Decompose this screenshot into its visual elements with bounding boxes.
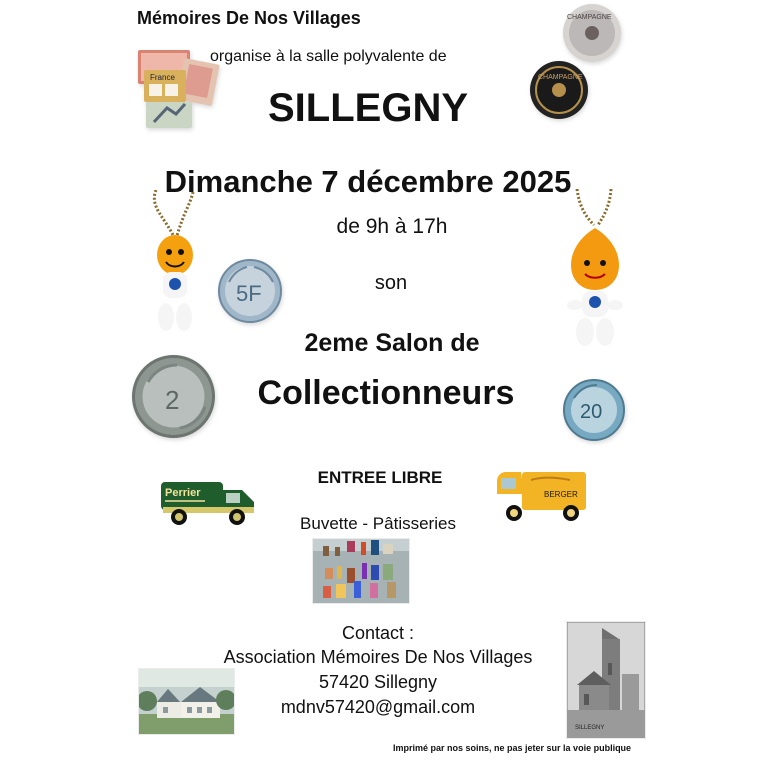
champagne-caps-image bbox=[528, 0, 624, 126]
svg-text:BERGER: BERGER bbox=[544, 490, 578, 499]
contact-association: Association Mémoires De Nos Villages bbox=[223, 647, 533, 667]
coin-5f-image bbox=[216, 257, 284, 325]
event-hours: de 9h à 17h bbox=[336, 215, 448, 238]
keychain-right-image bbox=[563, 189, 627, 347]
son-text: son bbox=[374, 272, 408, 294]
van-perrier-image bbox=[155, 472, 262, 528]
house-photo-image bbox=[139, 669, 234, 734]
contact-email: mdnv57420@gmail.com bbox=[280, 697, 476, 717]
organise-line: organise à la salle polyvalente de bbox=[210, 48, 447, 65]
refreshments-text: Buvette - Pâtisseries bbox=[300, 514, 456, 533]
svg-text:2: 2 bbox=[165, 385, 180, 415]
svg-text:CHAMPAGNE: CHAMPAGNE bbox=[538, 74, 583, 81]
entry-text: ENTREE LIBRE bbox=[317, 468, 443, 487]
coin-20-image bbox=[562, 378, 626, 442]
footer-note: Imprimé par nos soins, ne pas jeter sur la voie publique bbox=[393, 743, 632, 753]
organizer-top: Mémoires De Nos Villages bbox=[137, 8, 361, 28]
svg-text:20: 20 bbox=[580, 401, 603, 423]
svg-text:5F: 5F bbox=[236, 281, 262, 306]
contact-label: Contact : bbox=[341, 623, 415, 643]
stamp-label: France bbox=[150, 73, 175, 82]
perfume-bottles-image bbox=[313, 539, 409, 603]
salon-title: Collectionneurs bbox=[257, 374, 515, 412]
keychain-left-image bbox=[148, 190, 202, 334]
stamps-image bbox=[132, 42, 224, 134]
svg-text:SILLEGNY: SILLEGNY bbox=[575, 725, 605, 731]
svg-text:Perrier: Perrier bbox=[165, 487, 201, 499]
town-title: SILLEGNY bbox=[267, 86, 469, 130]
event-date: Dimanche 7 décembre 2025 bbox=[164, 164, 572, 199]
svg-text:CHAMPAGNE: CHAMPAGNE bbox=[567, 14, 612, 21]
salon-line: 2eme Salon de bbox=[304, 329, 480, 357]
coin-2f-image bbox=[131, 354, 216, 439]
church-photo-image bbox=[567, 622, 645, 738]
van-berger-image bbox=[491, 466, 595, 528]
contact-address: 57420 Sillegny bbox=[318, 672, 438, 692]
